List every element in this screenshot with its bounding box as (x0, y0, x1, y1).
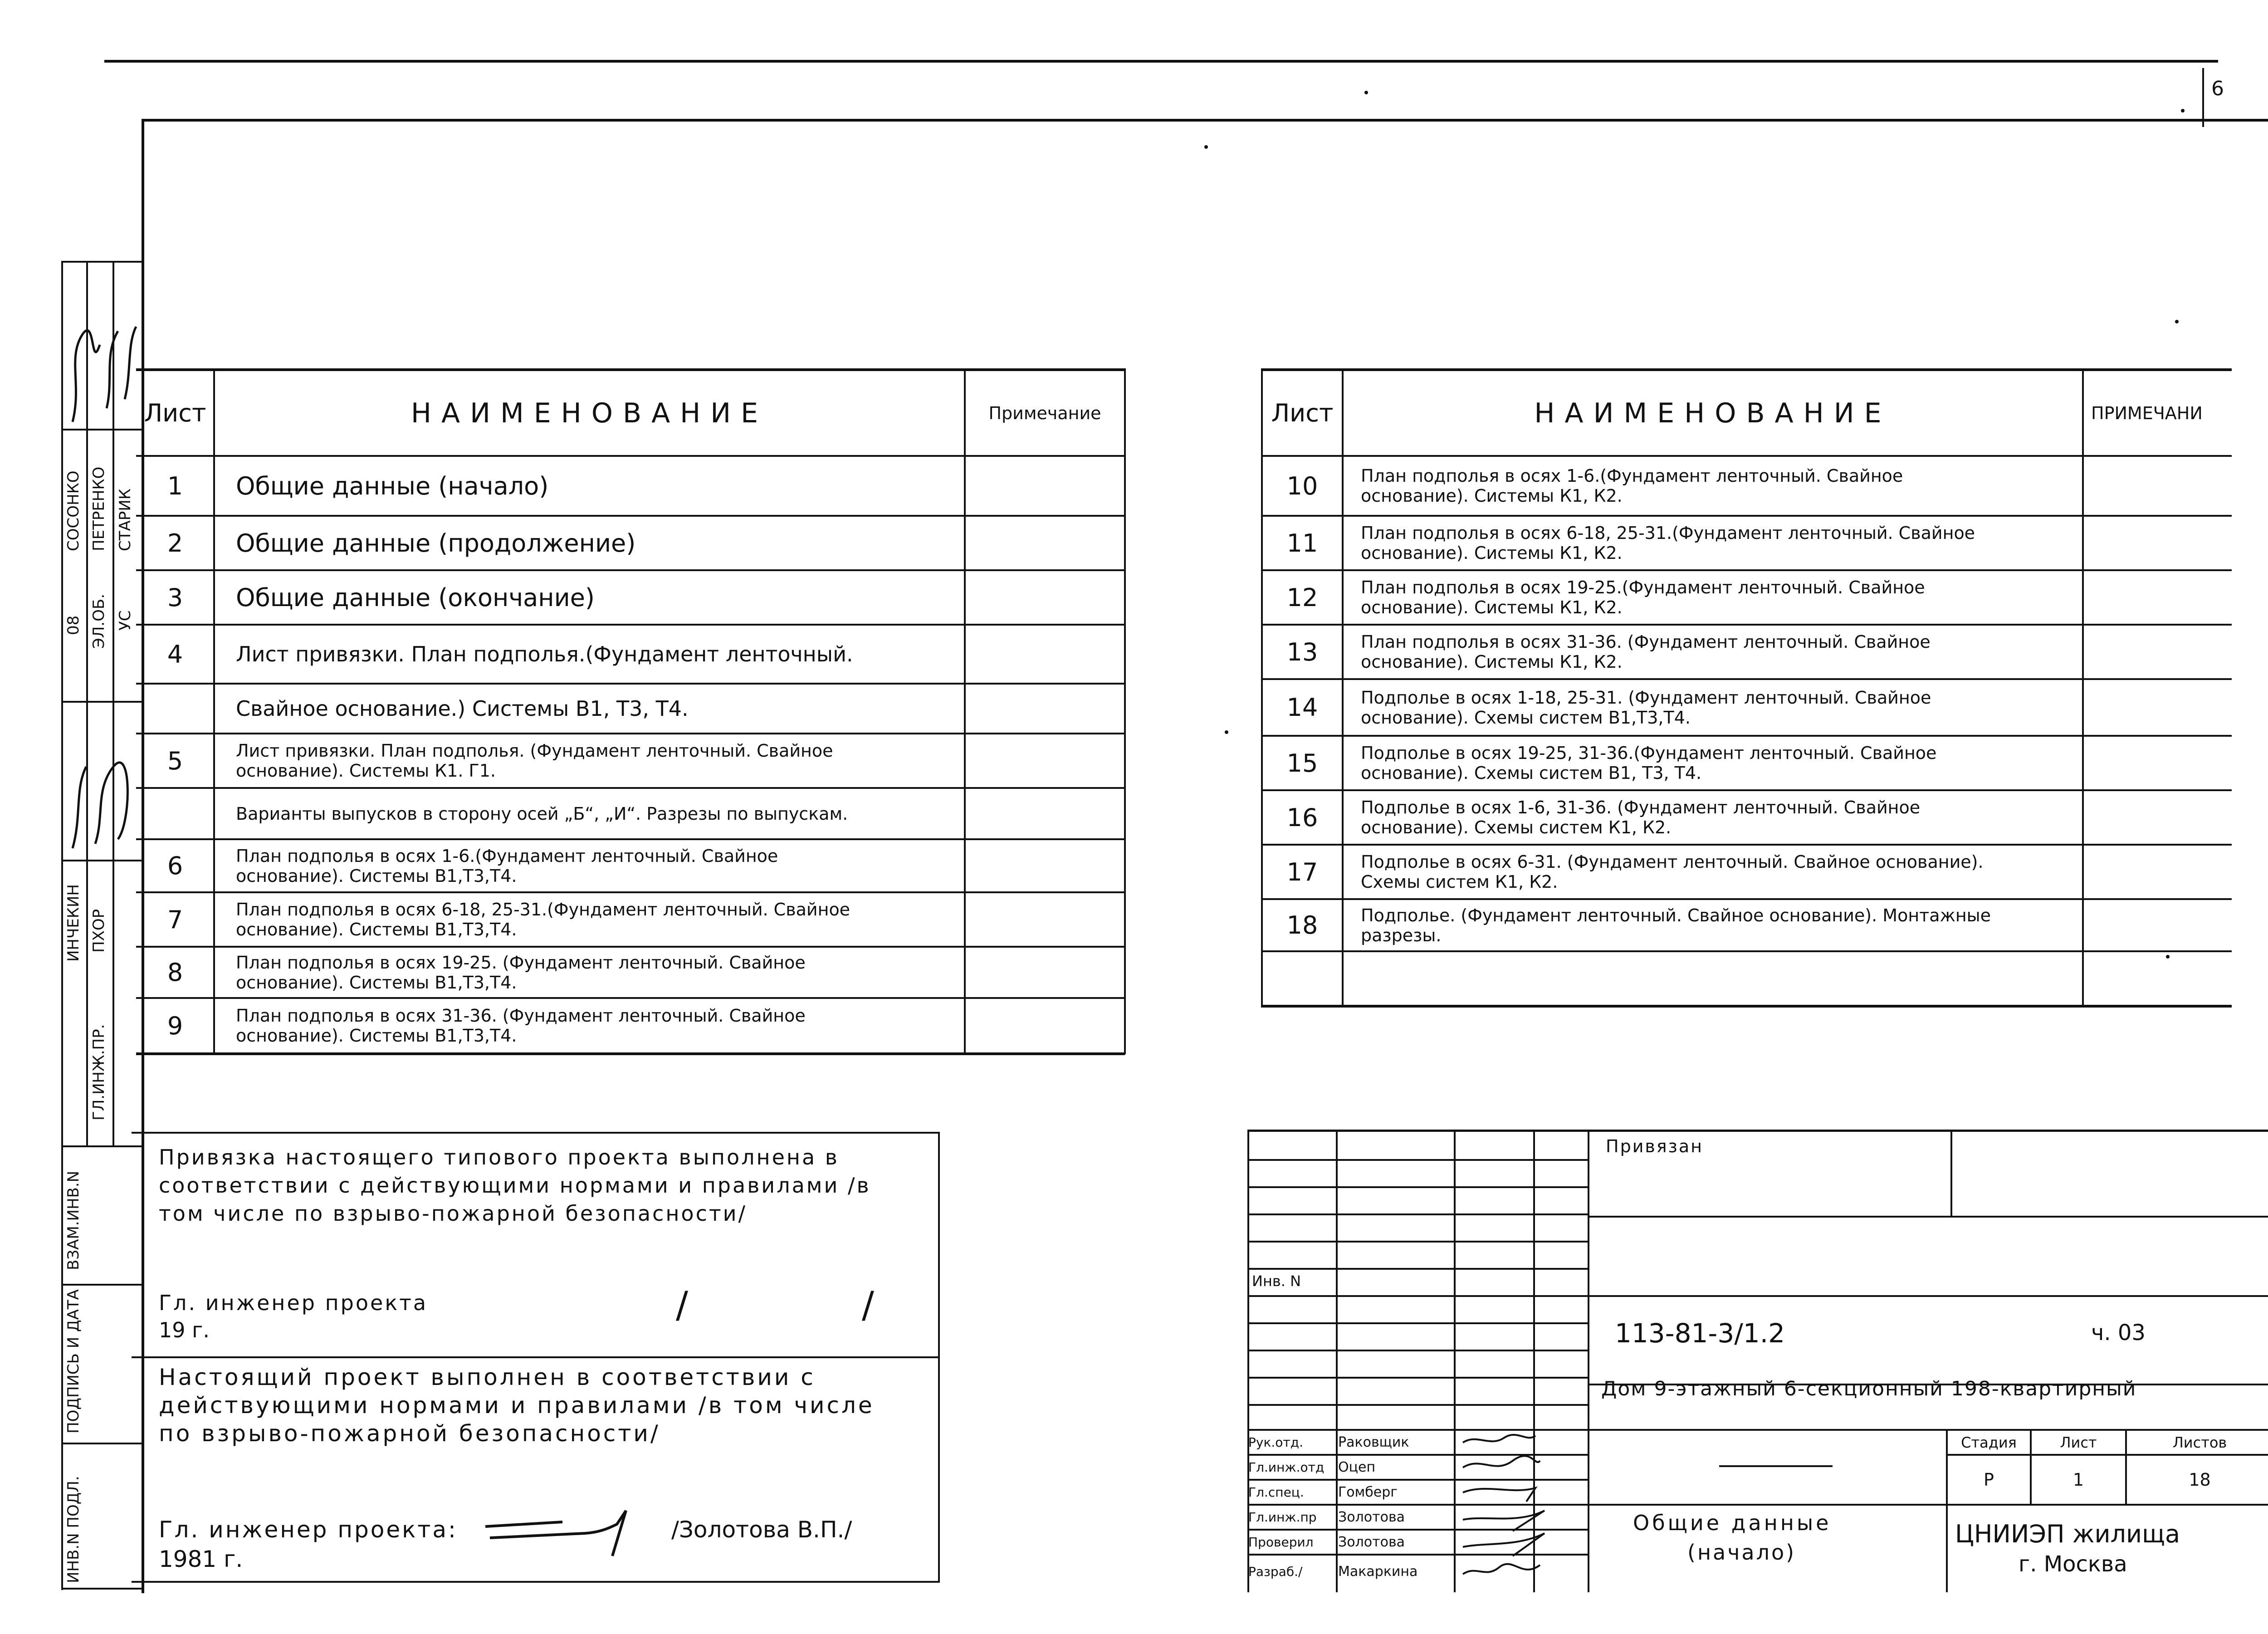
row-sheet: 8 (167, 958, 183, 987)
table-line (213, 368, 215, 1054)
staff-role: Гл.инж.пр (1248, 1510, 1317, 1525)
staff-name: Золотова (1338, 1534, 1405, 1550)
staff-signatures (1458, 1429, 1585, 1588)
stamp-name: ЭЛ.ОБ. (90, 593, 108, 649)
project-code: 113-81-3/1.2 (1615, 1318, 1785, 1349)
strip-line (61, 1284, 143, 1286)
row-name: План подполья в осях 19-25. (Фундамент ленточный. Свайное основание). Системы В1,Т3,Т4. (236, 952, 806, 993)
strip-line (61, 701, 143, 703)
staff-role: Рук.отд. (1248, 1435, 1303, 1450)
table-line (136, 1052, 1125, 1055)
row-name: Варианты выпусков в сторону осей „Б“, „И“. Разрезы по выпускам. (236, 803, 848, 824)
sheets-label: Листов (2172, 1433, 2227, 1451)
col-header-sheet: Лист (1271, 399, 1334, 427)
tb-line (1247, 1350, 1588, 1351)
stamp-name: СОСОНКО (64, 470, 83, 551)
row-sheet: 4 (167, 640, 183, 669)
staff-name: Раковщик (1338, 1434, 1409, 1450)
row-name: Общие данные (продолжение) (236, 528, 636, 558)
project-year: 1981 г. (159, 1546, 243, 1572)
staff-role: Разраб./ (1248, 1564, 1303, 1579)
project-engineer-label: Гл. инженер проекта: (159, 1517, 458, 1543)
signature-slash: / (676, 1284, 688, 1326)
row-name: Общие данные (окончание) (236, 583, 595, 612)
signature-scribble (64, 749, 141, 853)
stage-value: Р (1984, 1470, 1994, 1490)
row-name: Лист привязки. План подполья.(Фундамент ленточный. (236, 642, 853, 666)
stamp-name: ГЛ.ИНЖ.ПР. (90, 1024, 108, 1120)
box-line (132, 1132, 939, 1134)
box-line (132, 1581, 939, 1583)
row-sheet: 17 (1286, 857, 1318, 886)
col-header-note: Примечание (988, 403, 1101, 423)
col-header-name: НАИМЕНОВАНИЕ (1534, 397, 1892, 429)
top-border-line (104, 60, 2218, 63)
scan-speck (1204, 145, 1208, 149)
row-sheet: 9 (167, 1011, 183, 1040)
row-name: Подполье в осях 1-6, 31-36. (Фундамент ленточный. Свайное основание). Схемы систем К1, К2. (1361, 797, 1921, 837)
row-sheet: 6 (167, 851, 183, 880)
tb-line (1247, 1295, 2268, 1297)
stage-label: Стадия (1961, 1433, 2017, 1451)
sheet-value: 1 (2072, 1470, 2084, 1490)
tb-line (1247, 1186, 1588, 1188)
strip-line (61, 429, 143, 431)
box-line (938, 1132, 940, 1583)
dash-line (1719, 1465, 1833, 1467)
row-sheet (137, 789, 213, 838)
row-name: План подполья в осях 31-36. (Фундамент ленточный. Свайное основание). Системы К1, К2. (1361, 632, 1931, 672)
house-description: Дом 9-этажный 6-секционный 198-квартирный (1601, 1377, 2137, 1400)
table-line (1342, 368, 1344, 1007)
table-line (2082, 368, 2084, 1007)
stamp-label: ВЗАМ.ИНВ.N (64, 1170, 83, 1270)
scan-speck (2181, 109, 2185, 113)
row-sheet: 18 (1286, 911, 1318, 939)
staff-name: Макаркина (1338, 1564, 1418, 1580)
tb-line (1247, 1268, 1588, 1270)
tb-line (1454, 1130, 1456, 1592)
tb-line (1247, 1130, 2268, 1132)
stamp-name: СТАРИК (116, 489, 134, 551)
bound-label: Привязан (1606, 1136, 1703, 1156)
row-sheet: 2 (167, 528, 183, 558)
scan-speck (2175, 320, 2179, 323)
row-sheet: 7 (167, 905, 183, 934)
project-part: ч. 03 (2091, 1320, 2146, 1345)
strip-line (61, 1443, 143, 1444)
stamp-name: УС (116, 610, 134, 631)
tb-line (1336, 1130, 1338, 1592)
row-sheet: 5 (167, 746, 183, 775)
strip-line (61, 1588, 143, 1590)
signature-scribble (64, 318, 141, 426)
sheets-value: 18 (2189, 1470, 2211, 1490)
stamp-name: ПХОР (90, 909, 108, 953)
binding-note-text: Привязка настоящего типового проекта выполнена в соответствии с действующими нормами и правилами /в том числе по взрыво-пожарной безопасности/ (159, 1145, 871, 1226)
engineer-signature (481, 1506, 635, 1561)
binding-engineer-label: Гл. инженер проекта (159, 1291, 428, 1315)
tb-line (1247, 1241, 1588, 1243)
staff-name: Гомберг (1338, 1484, 1398, 1500)
row-name: План подполья в осях 6-18, 25-31.(Фундамент ленточный. Свайное основание). Системы К1, К2. (1361, 523, 1975, 563)
scan-speck (1364, 91, 1368, 94)
col-header-note: ПРИМЕЧАНИ (2091, 403, 2203, 423)
project-engineer-name: /Золотова В.П./ (671, 1517, 852, 1543)
box-line (132, 1356, 939, 1358)
row-name: План подполья в осях 1-6.(Фундамент ленточный. Свайное основание). Системы В1,Т3,Т4. (236, 846, 778, 886)
row-name: Подполье в осях 19-25, 31-36.(Фундамент ленточный. Свайное основание). Схемы систем В1, Т3, Т4. (1361, 743, 1937, 783)
row-name: Лист привязки. План подполья. (Фундамент ленточный. Свайное основание). Системы К1. Г1. (236, 741, 833, 781)
sheet-number: 6 (2211, 77, 2224, 100)
row-sheet: 15 (1286, 749, 1318, 778)
table-line (964, 368, 966, 1054)
stamp-label: ИНВ.N ПОДЛ. (64, 1476, 83, 1583)
staff-role: Гл.инж.отд (1248, 1460, 1325, 1475)
strip-line (61, 860, 143, 861)
stamp-name: ИНЧЕКИН (64, 884, 83, 962)
row-name: План подполья в осях 6-18, 25-31.(Фундамент ленточный. Свайное основание). Системы В1,Т3,Т4. (236, 900, 850, 939)
staff-role: Гл.спец. (1248, 1485, 1304, 1500)
row-sheet: 14 (1286, 693, 1318, 722)
scan-speck (1225, 730, 1228, 734)
row-name: Подполье. (Фундамент ленточный. Свайное основание). Монтажные разрезы. (1361, 905, 1991, 945)
row-name: Свайное основание.) Системы В1, Т3, Т4. (236, 696, 689, 721)
strip-line (61, 1145, 143, 1147)
scan-speck (2166, 955, 2170, 959)
stamp-name: ПЕТРЕНКО (90, 466, 108, 551)
table-line (1124, 368, 1126, 1054)
binding-year: 19 г. (159, 1318, 210, 1342)
strip-line (61, 261, 143, 263)
project-note-text: Настоящий проект выполнен в соответствии с действующими нормами и правилами /в том числе по взрыво-пожарной безопасности/ (159, 1364, 875, 1447)
row-name: План подполья в осях 1-6.(Фундамент ленточный. Свайное основание). Системы К1, К2. (1361, 466, 1903, 506)
staff-role: Проверил (1248, 1535, 1314, 1550)
org-name: ЦНИИЭП жилища (1955, 1520, 2180, 1548)
table-line (1261, 950, 2232, 952)
tb-line (1950, 1130, 1952, 1216)
staff-name: Оцеп (1338, 1459, 1376, 1475)
col-header-sheet: Лист (144, 399, 206, 427)
tb-line (1588, 1130, 1589, 1592)
tb-line (1247, 1377, 1588, 1379)
tb-line (1588, 1216, 2268, 1218)
row-name: План подполья в осях 19-25.(Фундамент ленточный. Свайное основание). Системы К1, К2. (1361, 577, 1925, 617)
row-sheet: 3 (167, 583, 183, 612)
org-city: г. Москва (2019, 1551, 2127, 1577)
stamp-label: ПОДПИСЬ И ДАТА (64, 1289, 83, 1433)
row-sheet: 12 (1286, 583, 1318, 612)
doc-title: Общие данные (1633, 1511, 1832, 1535)
frame-top-line (143, 119, 2268, 122)
strip-line (61, 261, 63, 1590)
row-name: Подполье в осях 6-31. (Фундамент ленточный. Свайное основание). Схемы систем К1, К2. (1361, 852, 1984, 892)
table-line (1261, 1005, 2232, 1008)
row-name: План подполья в осях 31-36. (Фундамент ленточный. Свайное основание). Системы В1,Т3,Т4. (236, 1006, 806, 1046)
col-header-name: НАИМЕНОВАНИЕ (411, 397, 768, 429)
tb-line (1247, 1404, 1588, 1406)
row-sheet (137, 685, 213, 733)
stamp-name: 08 (64, 615, 83, 635)
row-sheet: 16 (1286, 803, 1318, 832)
signature-slash: / (862, 1284, 874, 1326)
row-sheet: 13 (1286, 637, 1318, 666)
tb-line (1247, 1213, 1588, 1215)
sheet-label: Лист (2060, 1433, 2097, 1451)
inv-label: Инв. N (1252, 1272, 1301, 1290)
doc-subtitle: (начало) (1687, 1540, 1796, 1565)
tb-line (1247, 1322, 1588, 1324)
staff-name: Золотова (1338, 1509, 1405, 1525)
right-edge-line (2202, 68, 2204, 127)
row-sheet: 11 (1286, 528, 1318, 558)
tb-line (1247, 1159, 1588, 1161)
row-name: Общие данные (начало) (236, 471, 549, 500)
row-sheet: 10 (1286, 471, 1318, 500)
row-name: Подполье в осях 1-18, 25-31. (Фундамент ленточный. Свайное основание). Схемы систем В1,Т3,Т4. (1361, 687, 1931, 728)
row-sheet: 1 (167, 471, 183, 500)
